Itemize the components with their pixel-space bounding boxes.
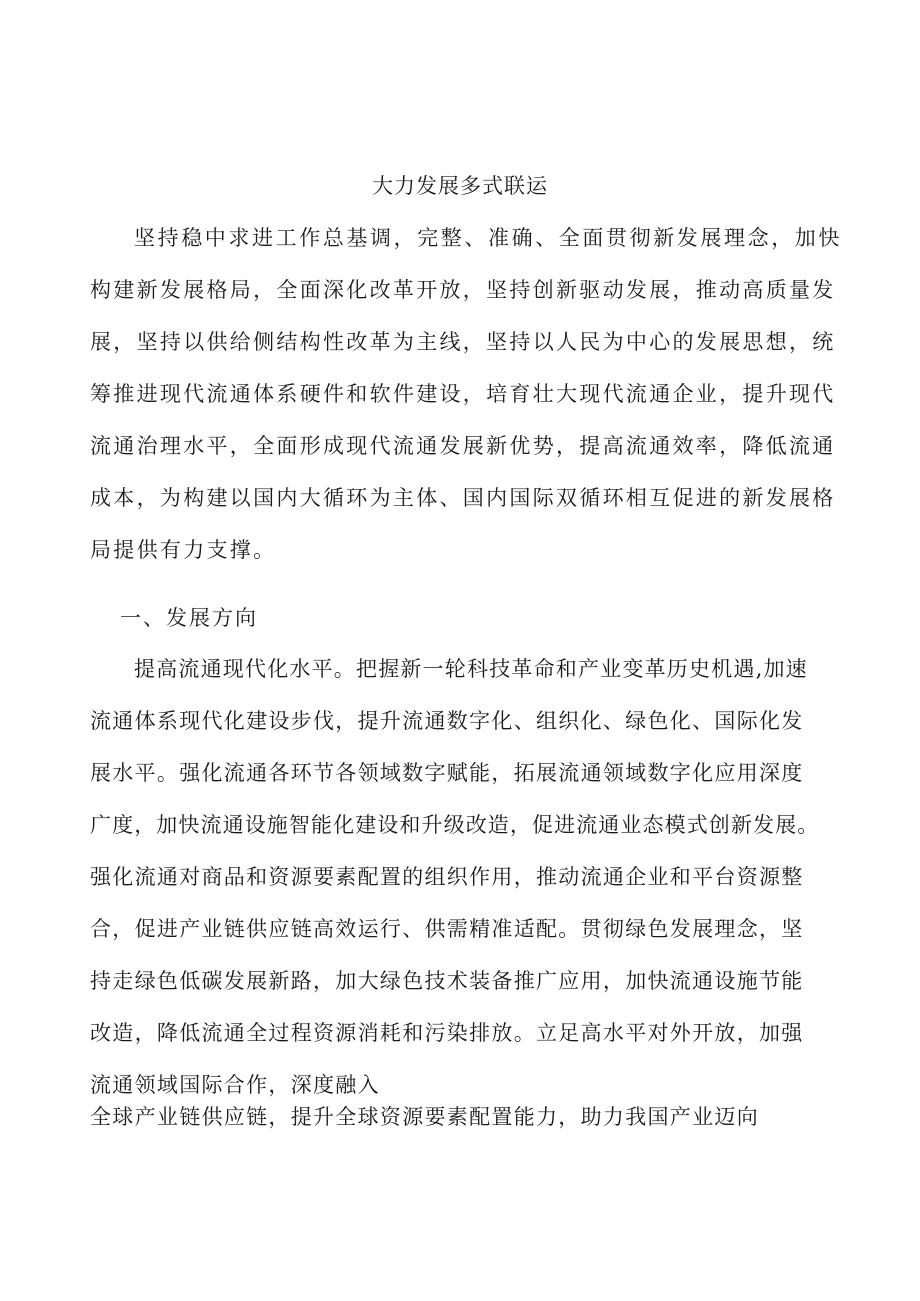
body-line-10: 全球产业链供应链，提升全球资源要素配置能力，助力我国产业迈向 bbox=[90, 1105, 759, 1129]
body-line-5: 强化流通对商品和资源要素配置的组织作用，推动流通企业和平台资源整 bbox=[90, 865, 804, 889]
body-line-2: 流通体系现代化建设步伐，提升流通数字化、组织化、绿色化、国际化发 bbox=[90, 709, 804, 733]
intro-line-1: 坚持稳中求进工作总基调，完整、准确、全面贯彻新发展理念，加快 bbox=[134, 226, 842, 250]
body-line-9: 流通领域国际合作，深度融入 bbox=[90, 1073, 380, 1097]
intro-line-4: 筹推进现代流通体系硬件和软件建设，培育壮大现代流通企业，提升现代 bbox=[90, 382, 836, 406]
body-line-7: 持走绿色低碳发展新路，加大绿色技术装备推广应用，加快流通设施节能 bbox=[90, 969, 804, 993]
intro-line-7: 局提供有力支撑。 bbox=[90, 538, 277, 562]
body-line-3: 展水平。强化流通各环节各领域数字赋能，拓展流通领域数字化应用深度 bbox=[90, 761, 804, 785]
document-title: 大力发展多式联运 bbox=[372, 174, 548, 198]
body-line-1: 提高流通现代化水平。把握新一轮科技革命和产业变革历史机遇,加速 bbox=[134, 657, 808, 681]
section-heading: 一、发展方向 bbox=[120, 606, 258, 630]
intro-line-6: 成本，为构建以国内大循环为主体、国内国际双循环相互促进的新发展格 bbox=[90, 486, 836, 510]
body-line-6: 合，促进产业链供应链高效运行、供需精准适配。贯彻绿色发展理念，坚 bbox=[90, 917, 804, 941]
intro-line-2: 构建新发展格局，全面深化改革开放，坚持创新驱动发展，推动高质量发 bbox=[90, 278, 836, 302]
body-line-4: 广度，加快流通设施智能化建设和升级改造，促进流通业态模式创新发展。 bbox=[90, 813, 820, 837]
intro-line-5: 流通治理水平，全面形成现代流通发展新优势，提高流通效率，降低流通 bbox=[90, 434, 836, 458]
body-line-8: 改造，降低流通全过程资源消耗和污染排放。立足高水平对外开放，加强 bbox=[90, 1021, 804, 1045]
intro-line-3: 展，坚持以供给侧结构性改革为主线，坚持以人民为中心的发展思想，统 bbox=[90, 330, 836, 354]
